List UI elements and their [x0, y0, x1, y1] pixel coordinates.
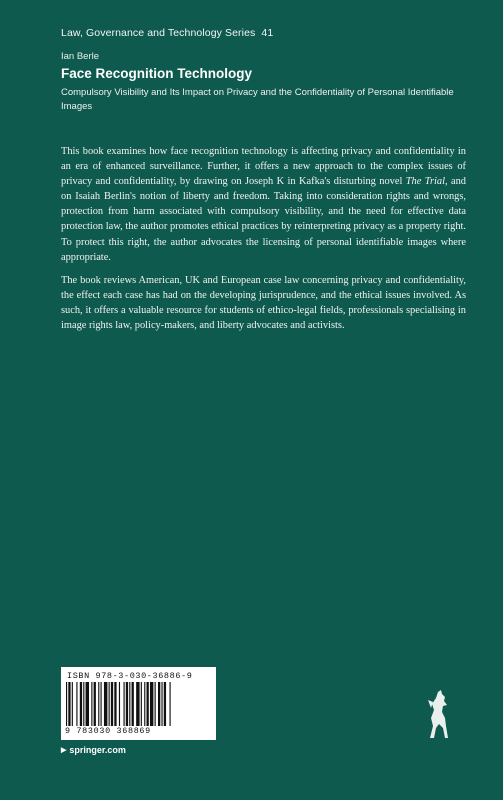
barcode-bar	[66, 682, 67, 726]
website-label: springer.com	[69, 745, 126, 755]
barcode-bar	[94, 682, 96, 726]
barcode-bar	[104, 682, 107, 726]
barcode-bar	[132, 682, 134, 726]
barcode-bar	[141, 682, 142, 726]
publisher-website[interactable]	[61, 745, 126, 755]
barcode-bar	[80, 682, 82, 726]
blurb-paragraph-1: This book examines how face recognition technology is affecting privacy and confidentiality in an era of enhanced surveillance. Further, it offers a new approach to the complex issues of privacy and confidentiality, by drawing on Joseph K in Kafka's disturbing novel The Trial, and on Isaiah Berlin's notion of liberty and freedom. Taking into consideration rights and wrongs, protection from harm associated with compulsory visibility, and the need for effective data protection law, the author promotes ethical practices by reinterpreting privacy as a property right. To protect this right, the author advocates the licensing of personal identifiable images where appropriate.	[61, 146, 467, 263]
barcode-bar	[68, 682, 70, 726]
barcode-bar	[114, 682, 116, 726]
barcode-bar	[83, 682, 84, 726]
barcode-bar	[144, 682, 145, 726]
series-title	[61, 27, 273, 39]
isbn-label: ISBN 978-3-030-36886-9	[67, 671, 193, 681]
barcode-bars	[64, 682, 214, 726]
series-number: 41	[261, 27, 274, 39]
barcode-bar	[155, 682, 156, 726]
barcode-bar	[109, 682, 110, 726]
barcode-bar	[170, 682, 171, 726]
barcode-bar	[98, 682, 99, 726]
springer-horse-logo	[424, 688, 452, 740]
barcode-bar	[158, 682, 160, 726]
novel-title: The Trial	[405, 176, 445, 188]
blurb-paragraph-2: The book reviews American, UK and European case law concerning privacy and confidentiality, the effect each case has had on the developing jurisprudence, and the ethical issues involved. As such, it offers a valuable resource for students of ethico-legal fields, professionals specialising in image rights law, policy-makers, and liberty advocates and activists.	[61, 274, 466, 332]
barcode-bar	[101, 682, 102, 726]
barcode-bar	[126, 682, 128, 726]
book-subtitle: Compulsory Visibility and Its Impact on Privacy and the Confidentiality of Personal Identifiable Images	[61, 87, 454, 112]
barcode-bar	[72, 682, 73, 726]
barcode-bar	[129, 682, 130, 726]
arrow-icon: ▶	[61, 747, 67, 754]
barcode-bar	[86, 682, 89, 726]
barcode-bar	[136, 682, 139, 726]
barcode-bar	[147, 682, 149, 726]
book-title: Face Recognition Technology	[61, 66, 253, 81]
series-name: Law, Governance and Technology Series	[61, 27, 256, 39]
barcode-bar	[164, 682, 166, 726]
barcode-digits: 9 783030 368869	[65, 726, 151, 736]
blurb	[61, 144, 466, 341]
barcode-bar	[161, 682, 162, 726]
barcode-bar	[91, 682, 92, 726]
barcode-bar	[124, 682, 125, 726]
barcode-bar	[111, 682, 113, 726]
barcode-bar	[76, 682, 77, 726]
barcode	[61, 667, 216, 740]
author-name: Ian Berle	[61, 51, 100, 62]
barcode-bar	[150, 682, 153, 726]
barcode-bar	[119, 682, 120, 726]
